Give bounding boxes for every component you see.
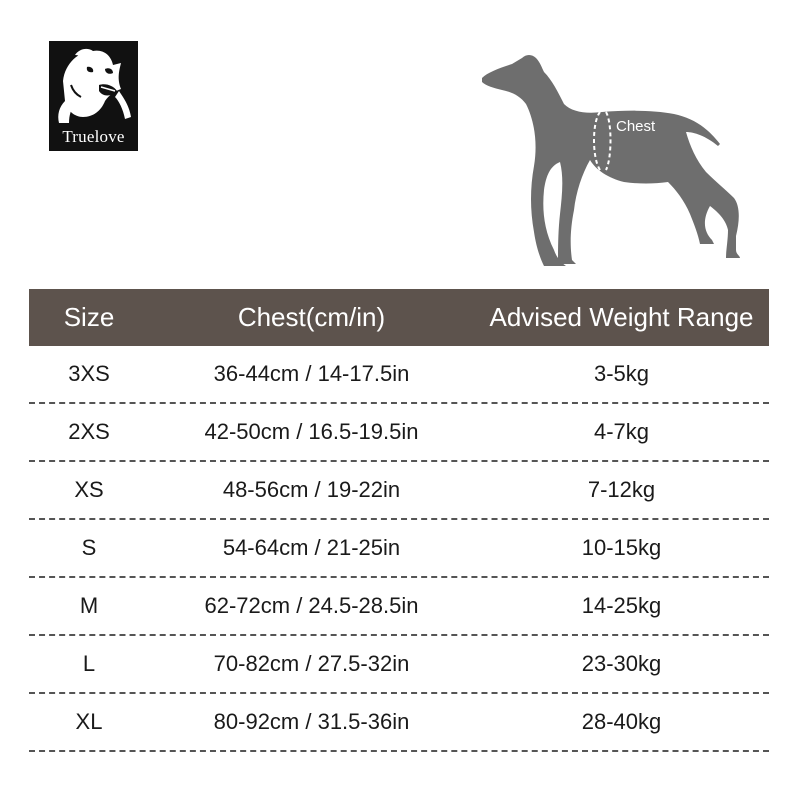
table-row (29, 578, 769, 636)
weight-cell: 4-7kg (593, 419, 650, 444)
weight-cell: 10-15kg (581, 535, 662, 560)
weight-cell: 7-12kg (587, 477, 656, 502)
header-size: Size (63, 302, 115, 332)
weight-cell: 3-5kg (593, 361, 650, 386)
size-cell: 2XS (68, 419, 110, 444)
table-row (29, 520, 769, 578)
header-chest: Chest(cm/in) (237, 302, 386, 332)
brand-logo (49, 41, 138, 151)
table-row (29, 636, 769, 694)
dog-silhouette-icon (478, 50, 746, 272)
table-row (29, 404, 769, 462)
chest-cell: 70-82cm / 27.5-32in (213, 651, 410, 676)
chest-cell: 62-72cm / 24.5-28.5in (204, 593, 419, 618)
weight-cell: 14-25kg (581, 593, 662, 618)
chest-cell: 80-92cm / 31.5-36in (213, 709, 410, 734)
table-row (29, 694, 769, 752)
size-cell: XS (74, 477, 104, 502)
size-cell: M (79, 593, 99, 618)
weight-cell: 23-30kg (581, 651, 662, 676)
header-weight: Advised Weight Range (489, 302, 754, 332)
chest-cell: 42-50cm / 16.5-19.5in (204, 419, 419, 444)
chest-cell: 36-44cm / 14-17.5in (213, 361, 410, 386)
weight-cell: 28-40kg (581, 709, 662, 734)
chest-cell: 54-64cm / 21-25in (222, 535, 401, 560)
size-cell: S (81, 535, 97, 560)
chest-label: Chest (616, 118, 656, 135)
size-chart-table (29, 289, 769, 752)
size-cell: 3XS (68, 361, 110, 386)
size-cell: XL (75, 709, 103, 734)
table-row (29, 462, 769, 520)
chest-cell: 48-56cm / 19-22in (222, 477, 401, 502)
table-header (29, 289, 769, 346)
size-cell: L (82, 651, 96, 676)
table-row (29, 346, 769, 404)
brand-name: Truelove (62, 127, 125, 146)
